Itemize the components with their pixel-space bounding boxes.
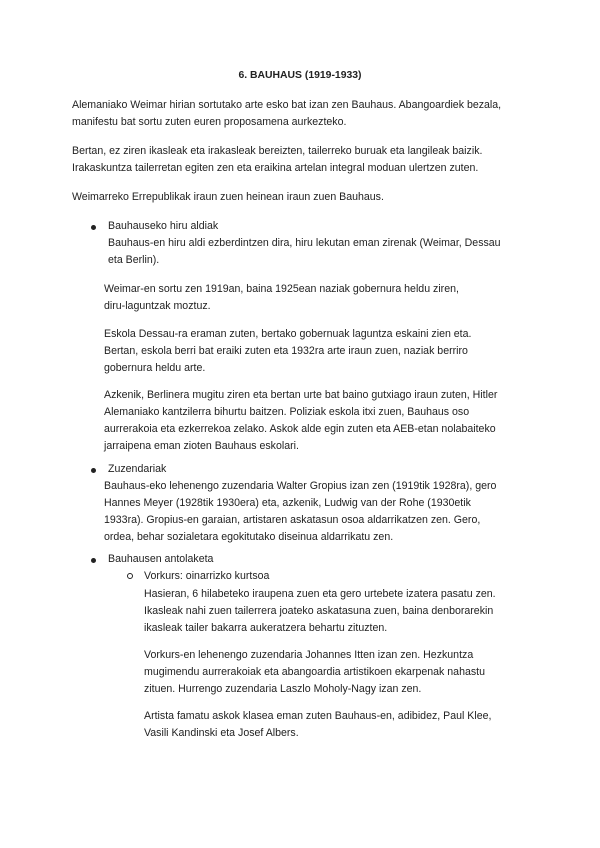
body-line: eta Berlin). xyxy=(108,254,160,266)
body-line: ikasleak tailer bakarra aukeratzera behartu zituzten. xyxy=(144,622,388,634)
body-line: Bertan, eskola berri bat eraiki zuten eta 1932ra arte iraun zuen, naziak berriro xyxy=(104,345,468,357)
body-line: Azkenik, Berlinera mugitu ziren eta bertan urte bat baino gutxiago iraun zuten, Hitler xyxy=(104,389,498,401)
intro-line: Bertan, ez ziren ikasleak eta irakasleak bereizten, tailerreko buruak eta langileak baizik. xyxy=(72,145,483,157)
intro-line: Alemaniako Weimar hirian sortutako arte esko bat izan zen Bauhaus. Abangoardiek bezala, xyxy=(72,99,502,111)
body-line: Vorkurs-en lehenengo zuzendaria Johannes Itten izan zen. Hezkuntza xyxy=(144,649,474,661)
body-line: Bauhaus-eko lehenengo zuzendaria Walter Gropius izan zen (1919tik 1928ra), gero xyxy=(104,480,497,492)
sub-bullet-icon xyxy=(127,573,133,579)
body-line: ordea, behar sozialetara egokitutako diseinua aldarrikatu zen. xyxy=(104,531,394,543)
document-title: 6. BAUHAUS (1919-1933) xyxy=(238,70,362,81)
bullet-icon xyxy=(91,558,96,563)
body-line: Alemaniako kantzilerra bihurtu baitzen. Poliziak eskola itxi zuen, Bauhaus oso xyxy=(104,406,470,418)
intro-line: Irakaskuntza tailerretan egiten zen eta eraikina artelan integral moduan ulertzen zuten. xyxy=(72,162,479,174)
body-line: Hasieran, 6 hilabeteko iraupena zuen eta gero urtebete izatera pasatu zen. xyxy=(144,588,496,600)
bullet-icon xyxy=(91,468,96,473)
body-line: Vasili Kandinski eta Josef Albers. xyxy=(144,727,299,739)
body-line: Weimar-en sortu zen 1919an, baina 1925ean naziak gobernura heldu ziren, xyxy=(104,283,459,295)
bullet-icon xyxy=(91,225,96,230)
body-line: aurrerakoia eta ezkerrekoa zelako. Askok alde egin zuten eta AEB-etan nolabaiteko xyxy=(104,423,496,435)
body-line: Eskola Dessau-ra eraman zuten, bertako gobernuak laguntza eskaini zien eta. xyxy=(104,328,472,340)
section-heading: Bauhausen antolaketa xyxy=(108,553,214,565)
body-line: diru-laguntzak moztuz. xyxy=(104,300,211,312)
body-line: gobernura heldu arte. xyxy=(104,362,206,374)
body-line: Ikasleak nahi zuen tailerrera joateko askatasuna zuen, baina denborarekin xyxy=(144,605,494,617)
body-line: mugimendu aurrerakoiak eta abangoardia artistikoen ekarpenak nahastu xyxy=(144,666,485,678)
body-line: Bauhaus-en hiru aldi ezberdintzen dira, hiru lekutan eman zirenak (Weimar, Dessau xyxy=(108,237,501,249)
body-line: zituen. Hurrengo zuzendaria Laszlo Moholy-Nagy izan zen. xyxy=(144,683,422,695)
subsection-heading: Vorkurs: oinarrizko kurtsoa xyxy=(144,570,270,582)
intro-line: Weimarreko Errepublikak iraun zuen heinean iraun zuen Bauhaus. xyxy=(72,191,384,203)
section-heading: Zuzendariak xyxy=(108,463,167,475)
body-line: Artista famatu askok klasea eman zuten Bauhaus-en, adibidez, Paul Klee, xyxy=(144,710,492,722)
body-line: 1933ra). Gropius-en garaian, artistaren askatasun osoa aldarrikatzen zen. Gero, xyxy=(104,514,481,526)
body-line: Hannes Meyer (1928tik 1930era) eta, azkenik, Ludwig van der Rohe (1930etik xyxy=(104,497,471,509)
intro-line: manifestu bat sortu zuten euren proposamena aurkezteko. xyxy=(72,116,347,128)
body-line: jarraipena eman zioten Bauhaus eskolari. xyxy=(104,440,299,452)
section-heading: Bauhauseko hiru aldiak xyxy=(108,220,219,232)
